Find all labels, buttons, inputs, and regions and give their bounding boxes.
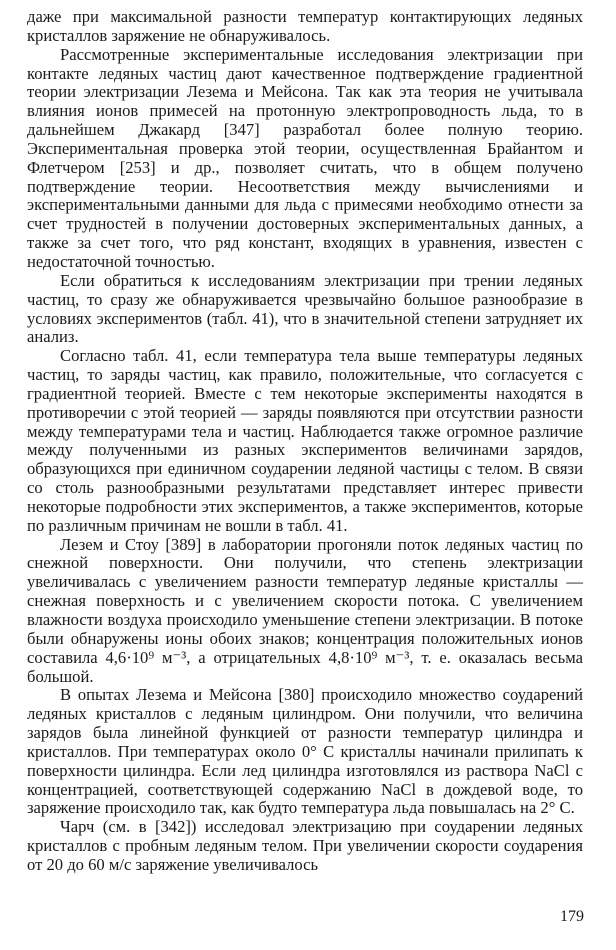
page-body — [27, 8, 583, 875]
paragraph-table-41: Согласно табл. 41, если температура тела выше температуры ледяных частиц, то заряды частиц, как правило, положительные, что согласуется с градиентной теорией. Вместе с тем некоторые эксперименты находятся в противоречии с этой теорией — заряды появляются при отсутствии разности между температурами тела и частиц. Наблюдается также огромное различие между полученными из разных экспериментов величинами зарядов, образующихся при единичном соударении ледяной частицы с телом. В связи со столь разнообразными результатами представляет интерес привести некоторые подробности этих экспериментов, а также экспериментов, которые по различным причинам не вошли в табл. 41. — [27, 346, 583, 535]
page-number: 179 — [560, 908, 584, 925]
paragraph-gradient-theory: Рассмотренные экспериментальные исследования электризации при контакте ледяных частиц дают качественное подтверждение градиентной теории электризации Лезема и Мейсона. Так как эта теория не учитывала влияния ионов примесей на протонную электропроводность льда, то в дальнейшем Джакард [347] разработал более полную теорию. Экспериментальная проверка этой теории, осуществленная Брайантом и Флетчером [253] и др., позволяет считать, что в общем получено подтверждение теории. Несоответствия между вычислениями и экспериментальными данными для льда с примесями необходимо отнести за счет трудностей в получении достоверных экспериментальных данных, а также за счет того, что ряд констант, входящих в уравнения, известен с недостаточной точностью. — [27, 44, 583, 271]
paragraph-continuation: даже при максимальной разности температур контактирующих ледяных кристаллов заряжение не обнаруживалось. — [27, 7, 583, 45]
paragraph-latham-mason: В опытах Лезема и Мейсона [380] происходило множество соударений ледяных кристаллов с ледяным цилиндром. Они получили, что величина зарядов была линейной функцией от разности температур цилиндра и кристаллов. При температурах около 0° С кристаллы начинали прилипать к поверхности цилиндра. Если лед цилиндра изготовлялся из раствора NaCl с концентрацией, соответствующей содержанию NaCl в дождевой воде, то заряжение происходило так, как будто температура льда повышалась на 2° С. — [27, 685, 583, 818]
paragraph-church: Чарч (см. в [342]) исследовал электризацию при соударении ледяных кристаллов с пробным ледяным телом. При увеличении скорости соударения от 20 до 60 м/с заряжение увеличивалось — [27, 817, 583, 874]
paragraph-friction-studies: Если обратиться к исследованиям электризации при трении ледяных частиц, то сразу же обнаруживается чрезвычайно большое разнообразие в условиях экспериментов (табл. 41), что в значительной степени затрудняет их анализ. — [27, 270, 583, 347]
paragraph-latham-stow: Лезем и Стоу [389] в лаборатории прогоняли поток ледяных частиц по снежной поверхности. Они получили, что степень электризации увеличивалась с увеличением разности температур ледяные кристаллы — снежная поверхность и с увеличением скорости потока. С увеличением влажности воздуха происходило уменьшение степени электризации. В потоке были обнаружены ионы обоих знаков; концентрация положительных ионов составила 4,6·10⁹ м⁻³, а отрицательных 4,8·10⁹ м⁻³, т. е. оказалась весьма большой. — [27, 534, 583, 686]
